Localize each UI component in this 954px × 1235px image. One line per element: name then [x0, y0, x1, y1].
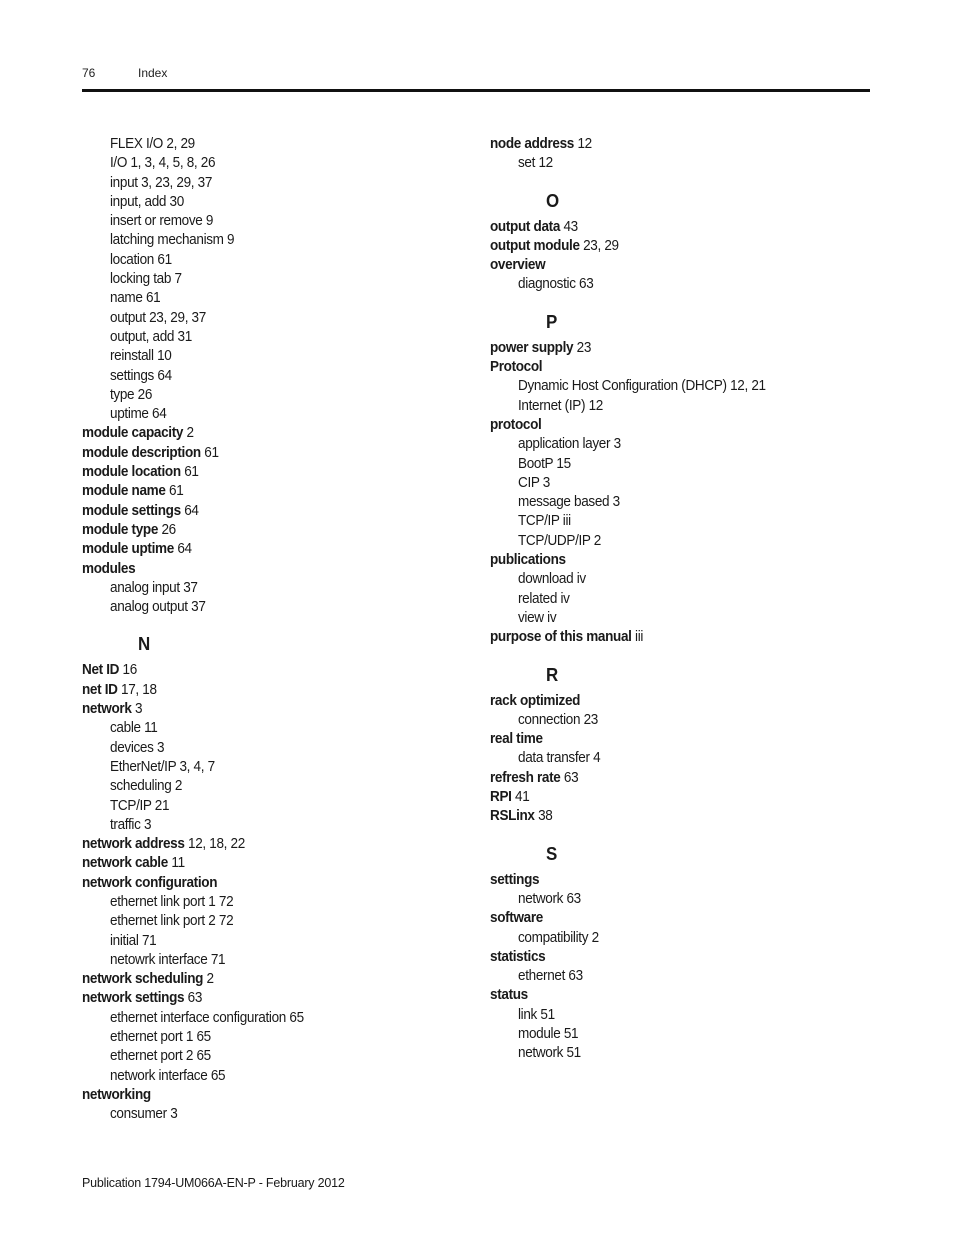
index-term: module location [82, 464, 181, 481]
index-entry [490, 339, 847, 358]
index-term: real time [490, 731, 543, 748]
index-entry [82, 700, 439, 719]
index-subentry: set 12 [518, 155, 553, 172]
index-term: module capacity [82, 425, 184, 442]
index-subentry: name 61 [110, 290, 161, 307]
index-entry [82, 681, 439, 700]
index-subentry: cable 11 [110, 720, 158, 737]
index-left-column [82, 135, 462, 1125]
index-page-refs: 17, 18 [121, 681, 157, 698]
index-subentry: Dynamic Host Configuration (DHCP) 12, 21 [518, 378, 766, 395]
index-entry [490, 358, 847, 377]
index-page-refs: 64 [184, 502, 199, 519]
index-letter-heading: O [546, 190, 560, 211]
index-subentry: related iv [518, 590, 570, 607]
index-subentry: uptime 64 [110, 406, 167, 423]
index-page-refs: 61 [184, 464, 199, 481]
index-term: network [82, 701, 132, 718]
index-entry [82, 989, 439, 1008]
index-entry [490, 256, 847, 275]
index-page-refs: 23 [576, 339, 592, 356]
index-page-refs: 11 [171, 855, 185, 872]
index-term: publications [490, 552, 566, 569]
index-term: output data [490, 218, 561, 235]
index-term: rack optimized [490, 692, 581, 709]
index-entry [490, 218, 847, 237]
index-entry [490, 909, 847, 928]
index-entry [490, 692, 847, 711]
index-subentry: EtherNet/IP 3, 4, 7 [110, 758, 215, 775]
index-subentry: output, add 31 [110, 328, 192, 345]
index-subentry: BootP 15 [518, 455, 571, 472]
index-term: network address [82, 836, 185, 853]
index-term: RSLinx [490, 808, 535, 825]
index-subentry: analog input 37 [110, 579, 198, 596]
index-term: software [490, 910, 544, 927]
header-rule [82, 89, 870, 92]
index-entry [490, 135, 847, 154]
index-subentry: network 63 [518, 890, 581, 907]
index-subentry: network 51 [518, 1045, 581, 1062]
index-term: network configuration [82, 874, 218, 891]
index-subentry: initial 71 [110, 932, 157, 949]
index-term: purpose of this manual [490, 629, 632, 646]
index-page-refs: 64 [177, 541, 192, 558]
index-subentry: devices 3 [110, 739, 165, 756]
index-subentry: application layer 3 [518, 436, 621, 453]
index-term: power supply [490, 339, 574, 356]
index-letter-heading: N [138, 634, 151, 655]
index-subentry: locking tab 7 [110, 271, 182, 288]
index-subentry: data transfer 4 [518, 750, 601, 767]
index-page-refs: 2 [186, 425, 194, 442]
index-term: RPI [490, 789, 512, 806]
index-subentry: module 51 [518, 1025, 579, 1042]
index-page-refs: 61 [204, 444, 219, 461]
index-entry [490, 237, 847, 256]
index-subentry: scheduling 2 [110, 778, 183, 795]
index-subentry: ethernet port 1 65 [110, 1029, 211, 1046]
index-term: protocol [490, 416, 542, 433]
index-page-refs: 23, 29 [583, 237, 619, 254]
index-page-refs: 3 [135, 701, 143, 718]
index-page-refs: 61 [169, 483, 184, 500]
index-subentry: settings 64 [110, 367, 172, 384]
index-page-refs: 12, 18, 22 [188, 836, 245, 853]
index-right-column [490, 135, 870, 1064]
index-subentry: input, add 30 [110, 193, 184, 210]
index-entry [490, 769, 847, 788]
index-term: Protocol [490, 359, 543, 376]
index-entry [82, 874, 439, 893]
index-term: refresh rate [490, 769, 561, 786]
index-entry [82, 463, 439, 482]
index-term: module type [82, 521, 159, 538]
index-page-refs: 12 [577, 136, 592, 152]
index-term: networking [82, 1086, 151, 1103]
index-term: node address [490, 136, 575, 152]
index-subentry: ethernet port 2 65 [110, 1048, 211, 1065]
index-term: network cable [82, 855, 168, 872]
index-term: net ID [82, 681, 118, 698]
index-entry [490, 416, 847, 435]
index-subentry: message based 3 [518, 494, 620, 511]
index-subentry: netowrk interface 71 [110, 951, 226, 968]
running-header: Index [138, 66, 168, 80]
index-entry [82, 835, 439, 854]
index-page-refs: 2 [206, 971, 214, 988]
index-subentry: connection 23 [518, 711, 598, 728]
index-entry [82, 482, 439, 501]
index-subentry: download iv [518, 571, 586, 588]
index-term: modules [82, 560, 136, 577]
index-entry [82, 424, 439, 443]
index-page-refs: 41 [515, 789, 530, 806]
index-subentry: traffic 3 [110, 816, 152, 833]
index-subentry: compatibility 2 [518, 929, 599, 946]
index-subentry: ethernet 63 [518, 968, 583, 985]
index-entry [490, 628, 847, 647]
index-entry [82, 560, 439, 579]
index-term: module settings [82, 502, 181, 519]
index-entry [490, 948, 847, 967]
index-subentry: TCP/UDP/IP 2 [518, 532, 602, 549]
page-number: 76 [82, 66, 96, 80]
index-entry [82, 661, 439, 680]
index-page-refs: iii [635, 629, 644, 646]
index-entry [82, 521, 439, 540]
index-term: overview [490, 257, 546, 274]
index-term: module name [82, 483, 166, 500]
index-subentry: FLEX I/O 2, 29 [110, 136, 195, 152]
index-entry [82, 970, 439, 989]
index-subentry: ethernet link port 1 72 [110, 893, 234, 910]
index-letter-heading: S [546, 843, 558, 864]
index-subentry: analog output 37 [110, 599, 206, 616]
index-subentry: ethernet link port 2 72 [110, 913, 234, 930]
index-entry [490, 986, 847, 1005]
index-entry [490, 807, 847, 826]
index-subentry: network interface 65 [110, 1067, 226, 1084]
index-subentry: latching mechanism 9 [110, 232, 235, 249]
index-term: Net ID [82, 662, 120, 679]
index-subentry: I/O 1, 3, 4, 5, 8, 26 [110, 155, 216, 172]
index-subentry: CIP 3 [518, 474, 550, 491]
index-subentry: link 51 [518, 1006, 555, 1023]
index-page-refs: 16 [122, 662, 137, 679]
index-entry [490, 551, 847, 570]
index-entry [82, 854, 439, 873]
index-entry [82, 502, 439, 521]
index-page-refs: 63 [187, 990, 203, 1007]
index-subentry: input 3, 23, 29, 37 [110, 174, 213, 191]
index-term: network settings [82, 990, 185, 1007]
publication-footer: Publication 1794-UM066A-EN-P - February 2012 [82, 1176, 345, 1190]
index-subentry: view iv [518, 609, 557, 626]
index-entry [82, 444, 439, 463]
index-subentry: Internet (IP) 12 [518, 397, 603, 414]
index-term: output module [490, 237, 580, 254]
index-subentry: diagnostic 63 [518, 276, 594, 293]
index-subentry: output 23, 29, 37 [110, 309, 206, 326]
index-subentry: type 26 [110, 386, 153, 403]
index-entry [490, 788, 847, 807]
index-subentry: reinstall 10 [110, 348, 172, 365]
index-term: module description [82, 444, 201, 461]
index-page-refs: 38 [538, 808, 553, 825]
index-term: settings [490, 871, 540, 888]
index-subentry: insert or remove 9 [110, 213, 214, 230]
index-page-refs: 43 [563, 218, 578, 235]
index-letter-heading: P [546, 311, 558, 332]
index-subentry: ethernet interface configuration 65 [110, 1009, 304, 1026]
index-term: status [490, 987, 528, 1004]
index-entry [490, 871, 847, 890]
index-entry [82, 1086, 439, 1105]
index-letter-heading: R [546, 664, 559, 685]
index-term: statistics [490, 948, 546, 965]
index-subentry: location 61 [110, 251, 172, 268]
index-subentry: TCP/IP 21 [110, 797, 170, 814]
index-page-refs: 63 [563, 769, 579, 786]
index-term: module uptime [82, 541, 174, 558]
index-entry [82, 540, 439, 559]
index-entry [490, 730, 847, 749]
index-page-refs: 26 [161, 521, 176, 538]
index-term: network scheduling [82, 971, 204, 988]
index-subentry: consumer 3 [110, 1106, 178, 1123]
index-subentry: TCP/IP iii [518, 513, 571, 530]
